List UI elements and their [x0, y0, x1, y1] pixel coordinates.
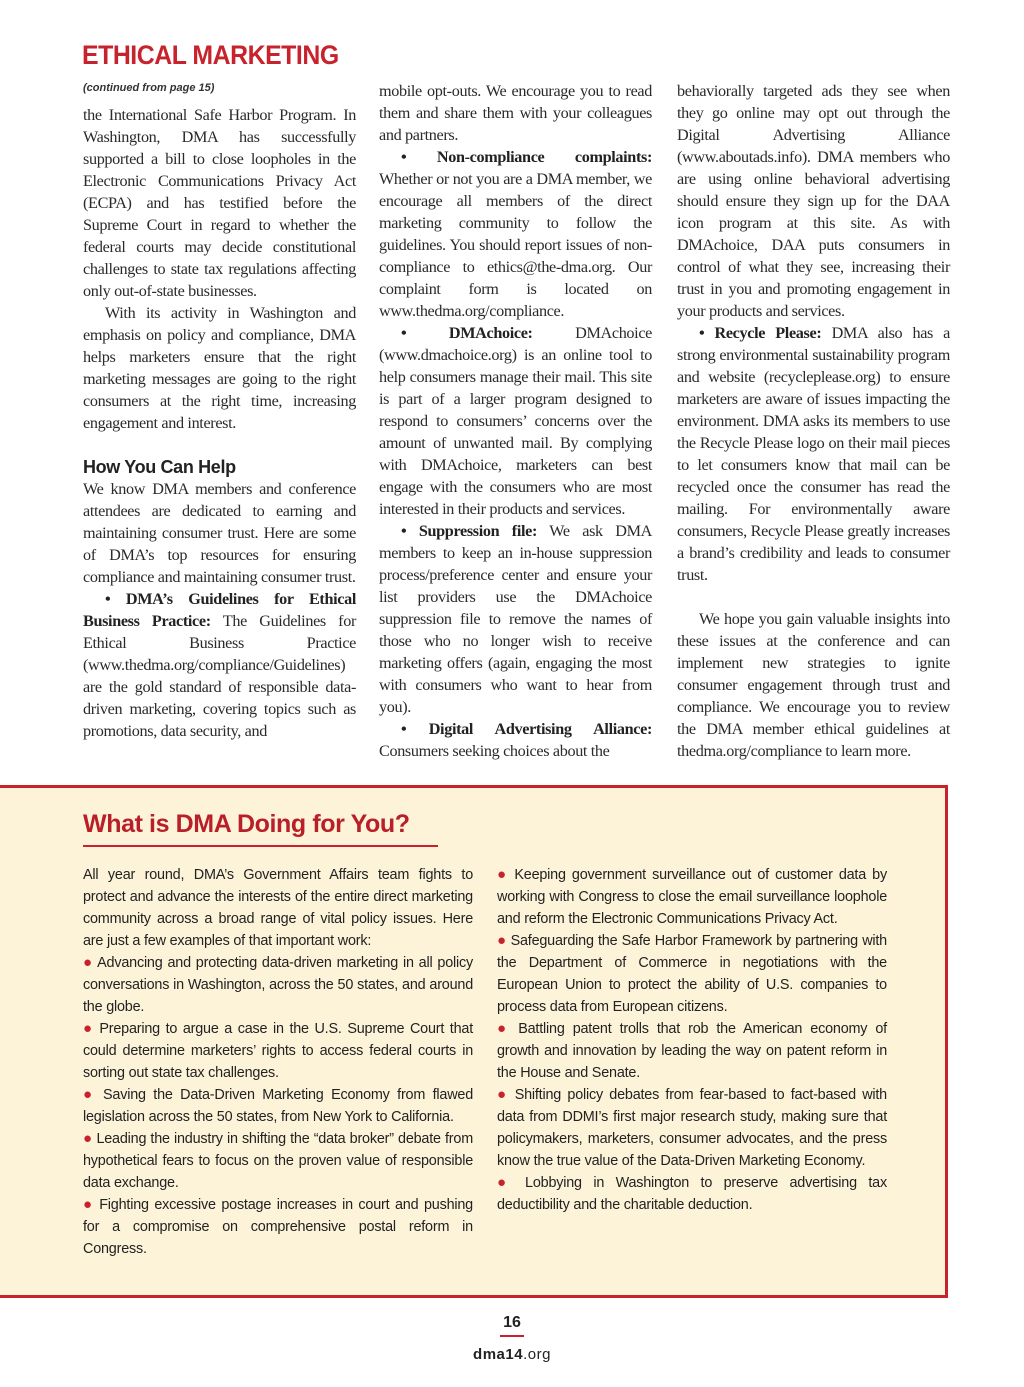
- page-number-underline: [500, 1335, 524, 1337]
- subheading-how-you-can-help: How You Can Help: [83, 457, 236, 477]
- bullet-guidelines: • DMA’s Guidelines for Ethical Business Practice: The Guidelines for Ethical Business Practice (www.thedma.org/compliance/Guidelines) are the gold standard of responsible data-driven marketing, covering topics such as promotions, data security, and: [83, 590, 357, 740]
- paragraph: We hope you gain valuable insights into these issues at the conference and can implement new strategies to ignite consumer engagement through trust and compliance. We encourage you to review the DMA member ethical guidelines at thedma.org/compliance to learn more.: [677, 610, 950, 760]
- bullet-dot-icon: ●: [497, 1086, 509, 1103]
- bullet-dot-icon: ●: [83, 1020, 94, 1037]
- bullet-digital-advertising-alliance: • Digital Advertising Alliance: Consumers seeking choices about the: [379, 720, 652, 760]
- list-item: ● Shifting policy debates from fear-based to fact-based with data from DDMI’s first major research study, making sure that policymakers, marketers, consumer advocates, and the press know the true value of the Data-Driven Marketing Economy.: [497, 1086, 887, 1169]
- sidebar-intro: All year round, DMA’s Government Affairs team fights to protect and advance the interests of the entire direct marketing community across a broad range of vital policy issues. Here are just a few examples of that important work:: [83, 867, 473, 949]
- article-column-2: [379, 80, 652, 762]
- paragraph: mobile opt-outs. We encourage you to read them and share them with your colleagues and partners.: [379, 82, 652, 144]
- bullet-dot-icon: ●: [497, 932, 507, 949]
- section-title: ETHICAL MARKETING: [82, 40, 339, 70]
- bullet-dot-icon: ●: [497, 1174, 514, 1191]
- bullet-dot-icon: ●: [497, 866, 509, 883]
- bullet-dmachoice: • DMAchoice: DMAchoice (www.dmachoice.org) is an online tool to help consumers manage their mail. This site is part of a larger program designed to respond to consumers’ concerns over the amount of unwanted mail. By complying with DMAchoice, marketers can best engage with the consumers who are most interested in their products and services.: [379, 324, 652, 518]
- bullet-dot-icon: ●: [83, 1130, 93, 1147]
- list-item: ● Leading the industry in shifting the “data broker” debate from hypothetical fears to focus on the proven value of responsible data exchange.: [83, 1130, 473, 1191]
- list-item: ● Fighting excessive postage increases in court and pushing for a compromise on comprehensive postal reform in Congress.: [83, 1196, 473, 1257]
- bullet-dot-icon: ●: [497, 1020, 511, 1037]
- bullet-recycle-please: • Recycle Please: DMA also has a strong environmental sustainability program and website (recycleplease.org) to ensure marketers are aware of issues impacting the environment. DMA asks its members to use the Recycle Please logo on their mail pieces to let consumers know that mail can be recycled once the consumer has read the mailing. For environmentally aware consumers, Recycle Please greatly increases a brand’s credibility and leads to consumer trust.: [677, 324, 951, 584]
- sidebar-title-underline: [83, 845, 438, 847]
- list-item: ● Battling patent trolls that rob the American economy of growth and innovation by leading the way on patent reform in the House and Senate.: [497, 1020, 887, 1081]
- bullet-suppression-file: • Suppression file: We ask DMA members to keep an in-house suppression process/preference center and ensure your list providers use the DMAchoice suppression file to remove the names of those who no longer wish to receive marketing offers (again, engaging the most with consumers who want to hear from you).: [379, 522, 653, 716]
- bullet-dot-icon: ●: [83, 954, 93, 971]
- paragraph: With its activity in Washington and emphasis on policy and compliance, DMA helps marketers ensure that the right marketing messages are going to the right consumers at the right time, increasing engagement and interest.: [83, 304, 356, 432]
- list-item: ● Saving the Data-Driven Marketing Economy from flawed legislation across the 50 states, from New York to California.: [83, 1086, 473, 1125]
- list-item: ● Lobbying in Washington to preserve advertising tax deductibility and the charitable deduction.: [497, 1174, 887, 1213]
- sidebar-column-right: [497, 864, 887, 1216]
- list-item: ● Preparing to argue a case in the U.S. Supreme Court that could determine marketers’ rights to access federal courts in sorting out state tax challenges.: [83, 1020, 473, 1081]
- sidebar-title: What is DMA Doing for You?: [83, 810, 410, 838]
- bullet-dot-icon: ●: [83, 1086, 96, 1103]
- list-item: ● Safeguarding the Safe Harbor Framework by partnering with the Department of Commerce in negotiations with the European Union to protect the ability of U.S. companies to process data from European citizens.: [497, 932, 887, 1015]
- article-column-1: [83, 104, 356, 742]
- sidebar-column-left: [83, 864, 473, 1260]
- paragraph: the International Safe Harbor Program. In Washington, DMA has successfully supported a bill to close loopholes in the Electronic Communications Privacy Act (ECPA) and has testified before the Supreme Court in regard to whether the federal courts may decide constitutional challenges to state tax regulations affecting only out-of-state businesses.: [83, 106, 356, 300]
- site-url[interactable]: dma14.org: [473, 1346, 551, 1363]
- list-item: ● Keeping government surveillance out of customer data by working with Congress to close the email surveillance loophole and reform the Electronic Communications Privacy Act.: [497, 866, 887, 927]
- bullet-non-compliance: • Non-compliance complaints: Whether or not you are a DMA member, we encourage all members of the direct marketing community to follow the guidelines. You should report issues of non-compliance to ethics@the-dma.org. Our complaint form is located on www.thedma.org/compliance.: [379, 148, 652, 320]
- paragraph: behaviorally targeted ads they see when they go online may opt out through the Digital Advertising Alliance (www.aboutads.info). DMA members who are using online behavioral advertising should ensure they sign up for the DAA icon program at this site. As with DMAchoice, DAA puts consumers in control of what they see, increasing their trust in you and promoting engagement in your products and services.: [677, 82, 950, 320]
- continued-note: (continued from page 15): [83, 82, 215, 94]
- list-item: ● Advancing and protecting data-driven marketing in all policy conversations in Washington, across the 50 states, and around the globe.: [83, 954, 473, 1015]
- paragraph: We know DMA members and conference attendees are dedicated to earning and maintaining consumer trust. Here are some of DMA’s top resources for ensuring compliance and maintaining consumer trust.: [83, 480, 356, 586]
- page-number: 16: [503, 1314, 521, 1331]
- bullet-dot-icon: ●: [83, 1196, 94, 1213]
- article-column-3: [677, 80, 950, 762]
